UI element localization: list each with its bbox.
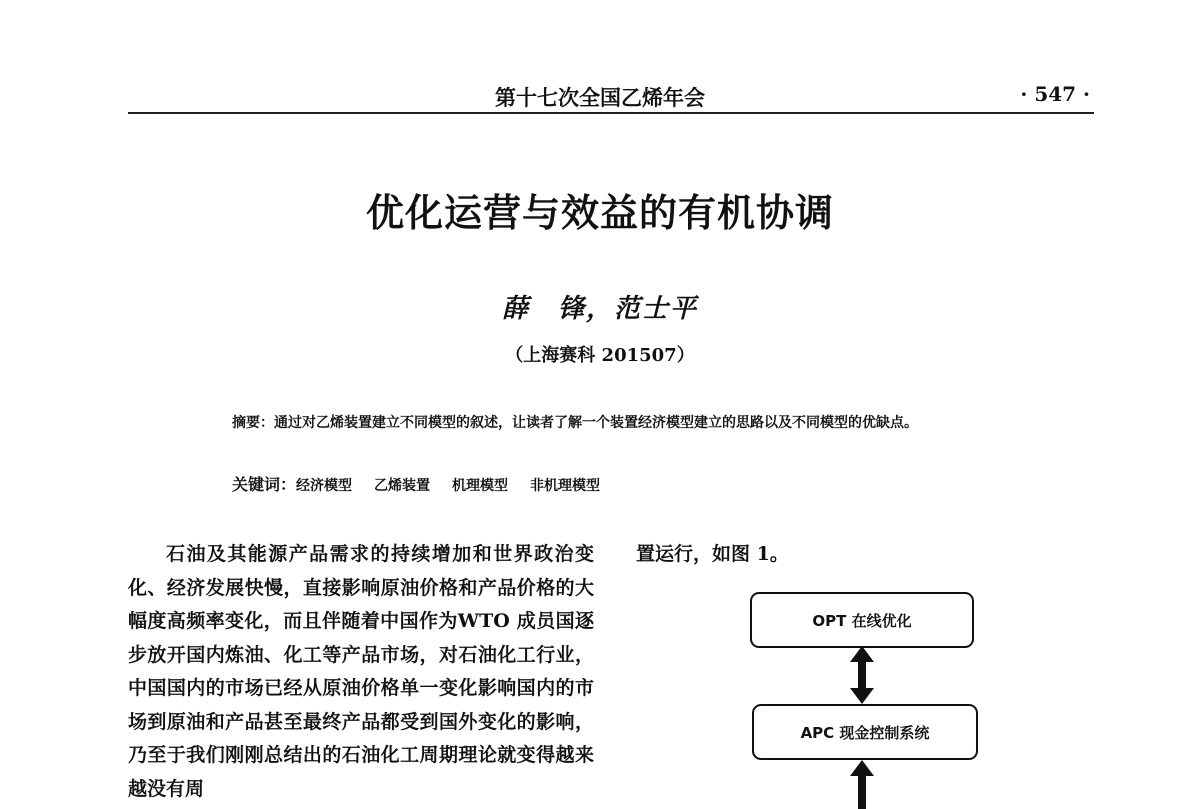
figure-box-apc	[752, 704, 978, 760]
body-text-left-column: 石油及其能源产品需求的持续增加和世界政治变化、经济发展快慢，直接影响原油价格和产品价格的大幅度高频率变化，而且伴随着中国作为WTO 成员国逐步放开国内炼油、化工等产品市场，对石油化工行业，中国国内的市场已经从原油价格单一变化影响国内的市场到原油和产品甚至最终产品都受到国外变化的影响，乃至于我们刚刚总结出的石油化工周期理论就变得越来越没有周	[128, 543, 594, 800]
figure-box-opt	[750, 592, 974, 648]
keyword-item: 经济模型	[296, 478, 353, 494]
header-rule	[128, 112, 1094, 114]
figure-box-apc-label: APC 现金控制系统	[800, 723, 930, 742]
keywords	[232, 472, 1032, 495]
keyword-item: 机理模型	[452, 478, 509, 494]
paper-title: 优化运营与效益的有机协调	[365, 191, 834, 235]
paper-affiliation: （上海赛科 201507）	[505, 345, 695, 366]
keyword-item: 乙烯装置	[374, 478, 431, 494]
paper-authors: 薛 锋，范士平	[501, 294, 698, 324]
running-header-title: 第十七次全国乙烯年会	[495, 85, 705, 110]
figure-double-arrow	[848, 646, 876, 704]
body-text-right-column: 置运行，如图 1。	[636, 543, 789, 565]
figure-box-opt-label: OPT 在线优化	[812, 611, 912, 630]
figure-double-arrow	[848, 760, 876, 809]
abstract: 摘要：通过对乙烯装置建立不同模型的叙述，让读者了解一个装置经济模型建立的思路以及不同模型的优缺点。	[232, 415, 918, 431]
page-number: · 547 ·	[1020, 82, 1090, 106]
keyword-item: 非机理模型	[530, 478, 601, 494]
keywords-label: 关键词：	[232, 475, 297, 494]
